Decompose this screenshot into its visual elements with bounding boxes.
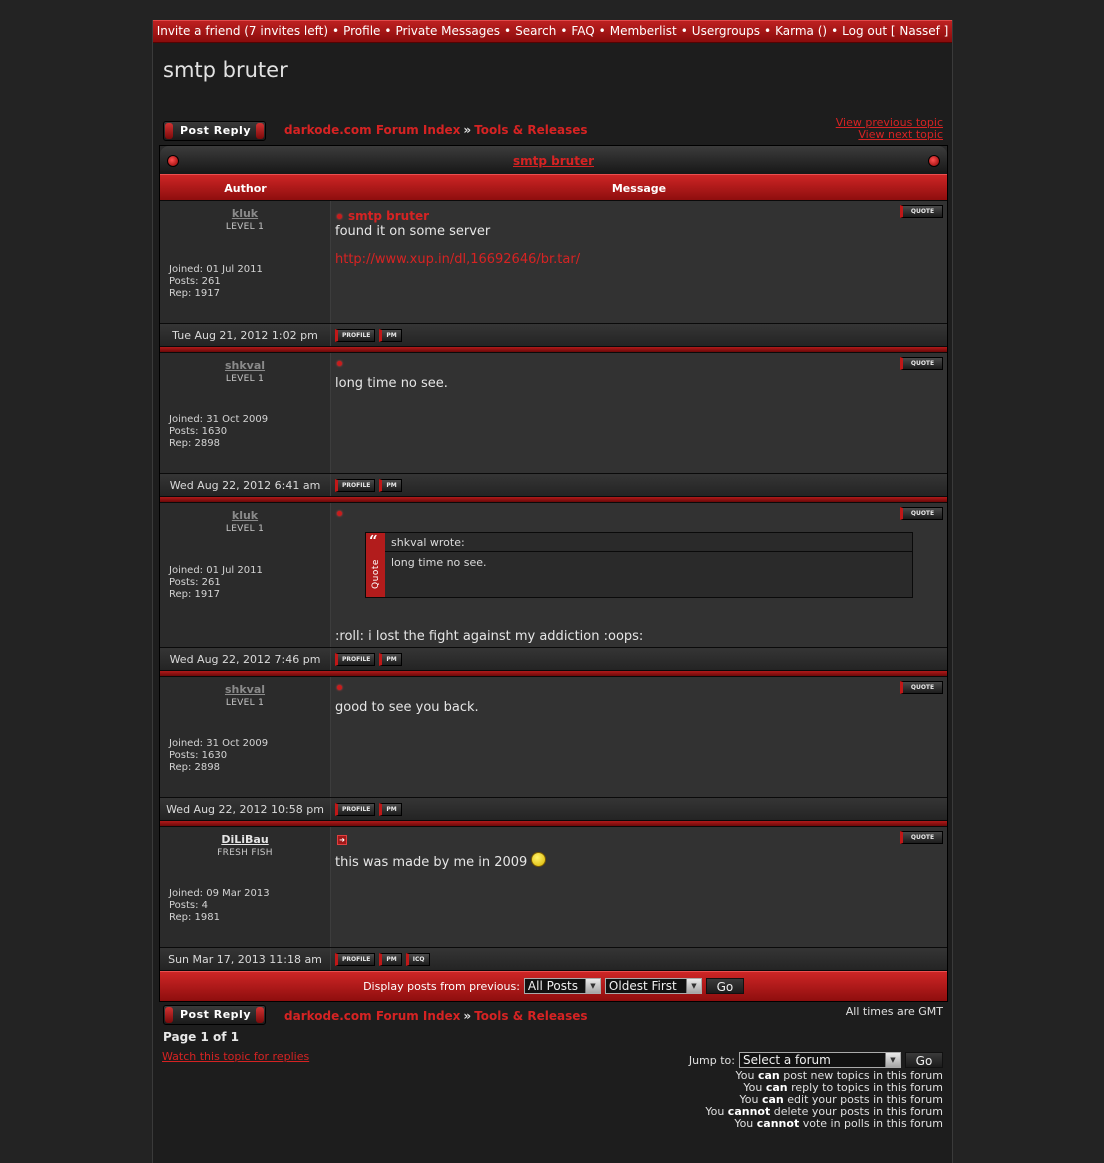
author-reputation: Rep: 1981: [169, 912, 220, 923]
author-post-count: Posts: 261: [169, 276, 221, 287]
post-reply-button[interactable]: [163, 121, 266, 141]
author-reputation: Rep: 2898: [169, 762, 220, 773]
post-body: long time no see.: [335, 376, 448, 391]
permission-pre: You: [743, 1081, 766, 1094]
permission-pre: You: [705, 1105, 728, 1118]
author-stats: [169, 888, 270, 924]
dropdown-arrow-icon: ▼: [585, 979, 600, 993]
post-body: good to see you back.: [335, 700, 479, 715]
post-subject: [337, 361, 348, 366]
sort-order-select[interactable]: [605, 978, 702, 994]
post-row: [160, 200, 947, 323]
nav-separator: •: [831, 24, 839, 38]
post-bullet-icon: [337, 685, 342, 690]
nav-separator: •: [560, 24, 568, 38]
profile-button[interactable]: PROFILE: [335, 479, 375, 492]
post-author-cell: [160, 677, 331, 797]
author-stats: [169, 738, 268, 774]
permission-pre: You: [739, 1093, 762, 1106]
permission-verb: can: [757, 1069, 780, 1082]
permission-verb: cannot: [756, 1117, 800, 1130]
permission-verb: can: [765, 1081, 788, 1094]
forum-jump-select[interactable]: [739, 1052, 901, 1068]
icq-button[interactable]: ICQ: [406, 953, 430, 966]
author-column-header: Author: [224, 182, 267, 195]
forum-index-link[interactable]: darkode.com Forum Index: [284, 1009, 461, 1023]
forum-jump-value: Select a forum: [743, 1053, 831, 1067]
quote-button[interactable]: QUOTE: [900, 205, 943, 218]
permission-post: delete your posts in this forum: [770, 1105, 943, 1118]
post-subject: [337, 685, 348, 690]
topic-navigation: [836, 117, 943, 141]
post-author-cell: [160, 201, 331, 323]
post-date: Wed Aug 22, 2012 6:41 am: [160, 474, 331, 496]
author-post-count: Posts: 1630: [169, 426, 228, 437]
post-message-cell: [331, 503, 947, 647]
permission-post: reply to topics in this forum: [787, 1081, 943, 1094]
author-username[interactable]: kluk: [231, 509, 259, 522]
profile-button[interactable]: PROFILE: [335, 653, 375, 666]
post-footer-row: [160, 323, 947, 346]
post-row: [160, 502, 947, 647]
jump-go-button[interactable]: Go: [905, 1052, 943, 1068]
author-joined: Joined: 31 Oct 2009: [169, 738, 269, 749]
permission-post: post new topics in this forum: [779, 1069, 943, 1082]
pm-button[interactable]: PM: [379, 803, 401, 816]
post-footer-row: [160, 473, 947, 496]
display-options-bar: [160, 970, 947, 1001]
post-row: [160, 826, 947, 947]
quote-label: Quote: [370, 559, 381, 589]
invite-link[interactable]: Invite a friend (7 invites left): [156, 24, 329, 38]
usergroups-link[interactable]: Usergroups: [691, 24, 761, 38]
watch-topic-link[interactable]: Watch this topic for replies: [162, 1050, 310, 1063]
post-actions: [331, 324, 947, 346]
page-container: [152, 20, 953, 1163]
post-subject: [337, 835, 353, 845]
author-rank: LEVEL 1: [225, 698, 265, 708]
nav-separator: •: [764, 24, 772, 38]
pagination: Page 1 of 1: [163, 1030, 239, 1044]
post-body: this was made by me in 2009: [335, 855, 528, 870]
quote-content: [385, 533, 912, 597]
permission-post: edit your posts in this forum: [783, 1093, 943, 1106]
dropdown-arrow-icon: ▼: [686, 979, 701, 993]
posts-filter-select[interactable]: [524, 978, 601, 994]
display-go-button[interactable]: Go: [706, 978, 744, 994]
author-rank: LEVEL 1: [225, 524, 265, 534]
post-date: Wed Aug 22, 2012 7:46 pm: [160, 648, 331, 670]
previous-topic-link[interactable]: View previous topic: [835, 116, 943, 129]
breadcrumb-separator: »: [463, 123, 472, 137]
author-joined: Joined: 01 Jul 2011: [169, 565, 263, 576]
post-author-cell: [160, 827, 331, 947]
post-subject-text: smtp bruter: [348, 209, 429, 223]
post-message-cell: [331, 827, 947, 947]
breadcrumb: [284, 1009, 588, 1023]
nav-separator: •: [598, 24, 606, 38]
author-post-count: Posts: 4: [169, 900, 209, 911]
post-body-wrap: [335, 852, 546, 870]
author-username[interactable]: shkval: [224, 683, 266, 696]
author-stats: [169, 264, 263, 300]
post-row: [160, 352, 947, 473]
post-reply-label: Post Reply: [180, 1008, 251, 1021]
posts-filter-value: All Posts: [527, 979, 578, 993]
memberlist-link[interactable]: Memberlist: [609, 24, 677, 38]
post-message-cell: [331, 677, 947, 797]
logout-link[interactable]: Log out [ Nassef ]: [842, 24, 949, 38]
post-actions: [331, 798, 947, 820]
quote-button[interactable]: QUOTE: [900, 831, 943, 844]
page-title: smtp bruter: [163, 58, 288, 82]
post-actions: [331, 648, 947, 670]
post-bullet-icon: [337, 214, 342, 219]
pm-button[interactable]: PM: [379, 953, 401, 966]
author-rank: FRESH FISH: [217, 848, 273, 858]
author-post-count: Posts: 1630: [169, 750, 228, 761]
author-joined: Joined: 09 Mar 2013: [169, 888, 270, 899]
post-author-cell: [160, 353, 331, 473]
topic-title-bar: [160, 146, 947, 174]
post-bullet-icon: [337, 511, 342, 516]
smiley-icon: [531, 852, 546, 867]
corner-dot-icon: [928, 155, 940, 167]
quote-button[interactable]: QUOTE: [900, 357, 943, 370]
post-reply-label: Post Reply: [180, 124, 251, 137]
post-subject: [337, 209, 429, 223]
nav-separator: •: [384, 24, 392, 38]
profile-button[interactable]: PROFILE: [335, 329, 375, 342]
post-actions: [331, 474, 947, 496]
permission-verb: cannot: [727, 1105, 771, 1118]
post-date: Tue Aug 21, 2012 1:02 pm: [160, 324, 331, 346]
pm-button[interactable]: PM: [379, 479, 401, 492]
permissions-list: [705, 1070, 943, 1130]
author-rank: LEVEL 1: [225, 222, 265, 232]
author-joined: Joined: 01 Jul 2011: [169, 264, 263, 275]
post-message-cell: [331, 201, 947, 323]
quote-sidebar: [366, 533, 385, 597]
post-row: [160, 676, 947, 797]
corner-dot-icon: [167, 155, 179, 167]
permission-pre: You: [735, 1069, 758, 1082]
author-username[interactable]: kluk: [231, 207, 259, 220]
author-reputation: Rep: 2898: [169, 438, 220, 449]
pm-button[interactable]: PM: [379, 329, 401, 342]
nav-separator: •: [680, 24, 688, 38]
permission-post: vote in polls in this forum: [799, 1117, 943, 1130]
timezone-note: All times are GMT: [845, 1005, 943, 1018]
author-reputation: Rep: 1917: [169, 288, 220, 299]
profile-button[interactable]: PROFILE: [335, 803, 375, 816]
pm-button[interactable]: PM: [379, 653, 401, 666]
author-stats: [169, 565, 263, 601]
post-arrow-icon: ➜: [337, 835, 347, 845]
author-joined: Joined: 31 Oct 2009: [169, 414, 269, 425]
quote-button[interactable]: QUOTE: [900, 507, 943, 520]
author-reputation: Rep: 1917: [169, 589, 220, 600]
forum-index-link[interactable]: darkode.com Forum Index: [284, 123, 461, 137]
column-header-row: [160, 174, 947, 200]
breadcrumb-separator: »: [463, 1009, 472, 1023]
author-rank: LEVEL 1: [225, 374, 265, 384]
quote-button[interactable]: QUOTE: [900, 681, 943, 694]
karma-link[interactable]: Karma (): [775, 24, 828, 38]
post-footer-row: [160, 647, 947, 670]
display-label: Display posts from previous:: [363, 979, 520, 993]
author-username[interactable]: DiLiBau: [221, 833, 269, 846]
nav-separator: •: [332, 24, 340, 38]
author-post-count: Posts: 261: [169, 577, 221, 588]
post-bullet-icon: [337, 361, 342, 366]
private-messages-link[interactable]: Private Messages: [395, 24, 500, 38]
post-subject: [337, 511, 348, 516]
post-body: :roll: i lost the fight against my addiction :oops:: [335, 629, 644, 644]
next-topic-link[interactable]: View next topic: [858, 128, 943, 141]
quote-author: shkval wrote:: [385, 533, 912, 552]
post-author-cell: [160, 503, 331, 647]
post-footer-row: [160, 947, 947, 970]
post-date: Sun Mar 17, 2013 11:18 am: [160, 948, 331, 970]
post-message-cell: [331, 353, 947, 473]
message-column-header: Message: [611, 182, 667, 195]
forum-link[interactable]: Tools & Releases: [474, 1009, 588, 1023]
forum-link[interactable]: Tools & Releases: [474, 123, 588, 137]
quote-text: long time no see.: [391, 556, 487, 569]
permission-line: [705, 1118, 943, 1130]
profile-link[interactable]: Profile: [343, 24, 381, 38]
post-date: Wed Aug 22, 2012 10:58 pm: [160, 798, 331, 820]
topic-table: [159, 145, 948, 1002]
quote-mark-icon: “: [369, 532, 378, 550]
breadcrumb: [284, 123, 588, 137]
top-navigation: [153, 20, 952, 43]
author-stats: [169, 414, 268, 450]
post-footer-row: [160, 797, 947, 820]
sort-order-value: Oldest First: [608, 979, 677, 993]
jump-label: Jump to:: [688, 1053, 735, 1067]
post-reply-button[interactable]: [163, 1005, 266, 1025]
quote-block: [365, 532, 913, 598]
post-actions: [331, 948, 947, 970]
topic-title-link[interactable]: smtp bruter: [513, 154, 594, 168]
post-body: found it on some server: [335, 224, 491, 239]
author-username[interactable]: shkval: [224, 359, 266, 372]
jump-to-box: [689, 1052, 943, 1068]
post-link[interactable]: http://www.xup.in/dl,16692646/br.tar/: [335, 252, 581, 267]
nav-separator: •: [504, 24, 512, 38]
permission-verb: can: [761, 1093, 784, 1106]
search-link[interactable]: Search: [515, 24, 557, 38]
dropdown-arrow-icon: ▼: [885, 1053, 900, 1067]
faq-link[interactable]: FAQ: [571, 24, 595, 38]
permission-pre: You: [734, 1117, 757, 1130]
profile-button[interactable]: PROFILE: [335, 953, 375, 966]
